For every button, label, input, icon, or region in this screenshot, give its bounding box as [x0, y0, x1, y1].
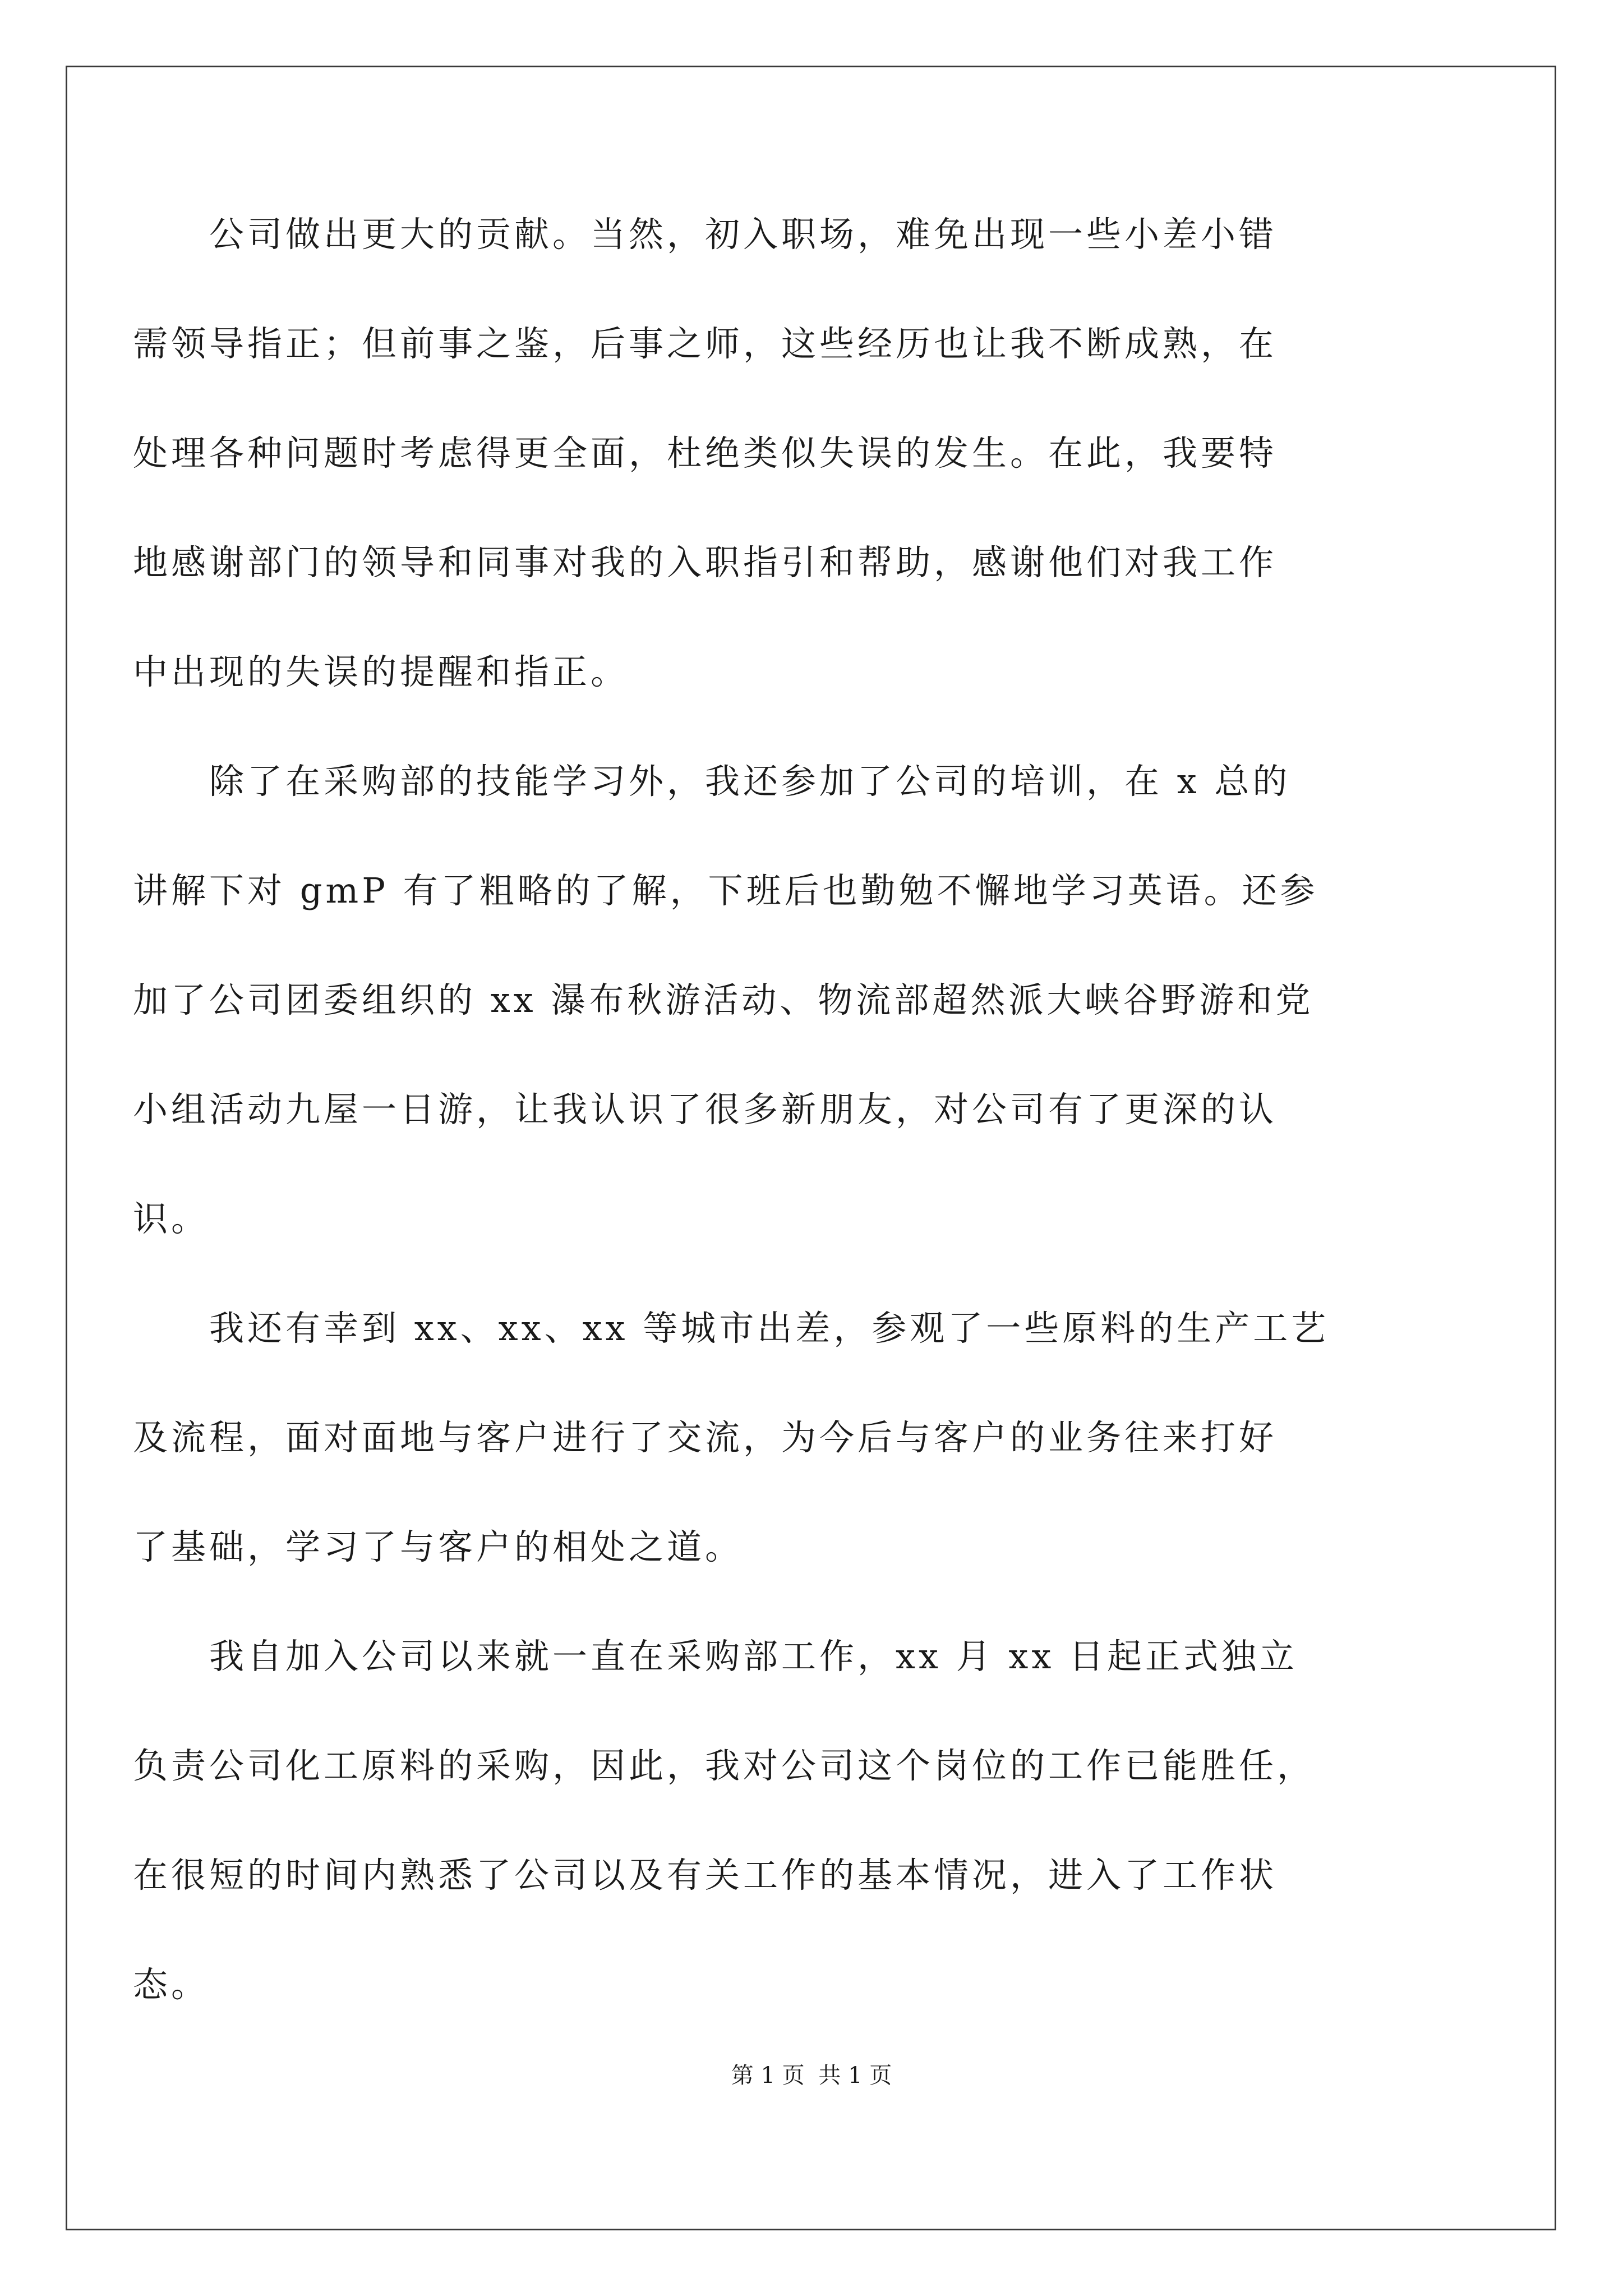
page-number: 第 1 页 — [731, 2063, 805, 2088]
text-line: 小组活动九屋一日游，让我认识了很多新朋友，对公司有了更深的认 — [133, 1089, 1278, 1130]
text-line: 识。 — [133, 1198, 210, 1239]
text-line: 地感谢部门的领导和同事对我的入职指引和帮助，感谢他们对我工作 — [133, 542, 1278, 583]
text-line: 及流程，面对面地与客户进行了交流，为今后与客户的业务往来打好 — [133, 1417, 1278, 1458]
text-line: 加了公司团委组织的 xx 瀑布秋游活动、物流部超然派大峡谷野游和党 — [133, 979, 1314, 1020]
text-line: 在很短的时间内熟悉了公司以及有关工作的基本情况，进入了工作状 — [133, 1855, 1278, 1895]
document-body — [133, 180, 1440, 2039]
text-line: 讲解下对 gmP 有了粗略的了解，下班后也勤勉不懈地学习英语。还参 — [133, 870, 1318, 911]
text-line: 需领导指正；但前事之鉴，后事之师，这些经历也让我不断成熟，在 — [133, 323, 1278, 364]
text-line: 我还有幸到 xx、xx、xx 等城市出差，参观了一些原料的生产工艺 — [133, 1308, 1330, 1349]
text-line: 我自加入公司以来就一直在采购部工作，xx 月 xx 日起正式独立 — [133, 1636, 1298, 1677]
text-line: 态。 — [133, 1964, 210, 2005]
text-line: 除了在采购部的技能学习外，我还参加了公司的培训，在 x 总的 — [133, 761, 1291, 802]
text-line: 公司做出更大的贡献。当然，初入职场，难免出现一些小差小错 — [133, 214, 1278, 255]
text-line: 处理各种问题时考虑得更全面，杜绝类似失误的发生。在此，我要特 — [133, 432, 1278, 473]
text-line: 中出现的失误的提醒和指正。 — [133, 651, 629, 692]
text-line: 负责公司化工原料的采购，因此，我对公司这个岗位的工作已能胜任， — [133, 1745, 1316, 1786]
text-line: 了基础，学习了与客户的相处之道。 — [133, 1526, 744, 1567]
page-total: 共 1 页 — [818, 2063, 892, 2088]
page-footer — [0, 2059, 1623, 2092]
